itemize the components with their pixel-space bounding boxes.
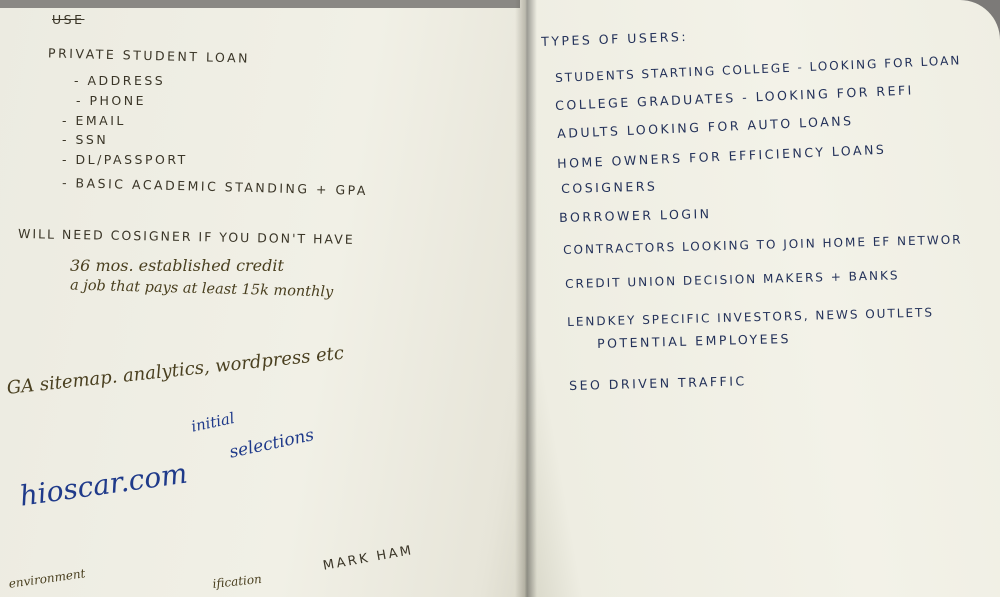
name-note: MARK HAM [321, 543, 415, 574]
user-type-employees: POTENTIAL EMPLOYEES [596, 330, 792, 351]
req-phone: - PHONE [76, 93, 147, 108]
ga-note: GA sitemap. analytics, wordpress etc [5, 342, 345, 399]
user-type-borrower-login: BORROWER LOGIN [558, 206, 712, 225]
site-note: hioscar.com [17, 456, 190, 513]
notebook-gutter [515, 0, 537, 597]
user-type-contractors: CONTRACTORS LOOKING TO JOIN HOME EF NETWOR [562, 232, 963, 257]
req-academic: - BASIC ACADEMIC STANDING + GPA [61, 174, 369, 199]
crossed-out-header: USE [52, 12, 85, 27]
user-type-graduates: COLLEGE GRADUATES - LOOKING FOR REFI [554, 82, 915, 113]
user-type-seo: SEO DRIVEN TRAFFIC [568, 373, 747, 393]
selections-word: selections [227, 425, 316, 463]
req-ssn: - SSN [62, 132, 109, 147]
page-top-shadow [0, 0, 520, 8]
cosigner-note: WILL NEED COSIGNER IF YOU DON'T HAVE [17, 226, 355, 247]
user-types-title: TYPES OF USERS: [540, 28, 689, 49]
cosigner-credit: 36 mos. established credit [70, 256, 284, 275]
user-type-investors: LENDKEY SPECIFIC INVESTORS, NEWS OUTLETS [566, 305, 935, 329]
req-dl-passport: - DL/PASSPORT [62, 152, 188, 167]
user-type-homeowners: HOME OWNERS FOR EFFICIENCY LOANS [556, 141, 887, 171]
bottom-mid-note: ification [211, 571, 263, 591]
cosigner-job: a job that pays at least 15k monthly [69, 277, 334, 301]
user-type-auto: ADULTS LOOKING FOR AUTO LOANS [556, 113, 854, 141]
user-type-cosigners: COSIGNERS [560, 178, 658, 196]
bottom-left-note: environment [7, 566, 87, 591]
user-type-students: STUDENTS STARTING COLLEGE - LOOKING FOR LOAN [554, 53, 962, 85]
req-email: - EMAIL [62, 113, 126, 128]
loan-title: PRIVATE STUDENT LOAN [47, 45, 251, 66]
initial-word: initial [189, 408, 237, 436]
req-address: - ADDRESS [74, 73, 166, 88]
user-type-credit-union: CREDIT UNION DECISION MAKERS + BANKS [564, 268, 900, 291]
right-notebook-page [525, 0, 1000, 597]
